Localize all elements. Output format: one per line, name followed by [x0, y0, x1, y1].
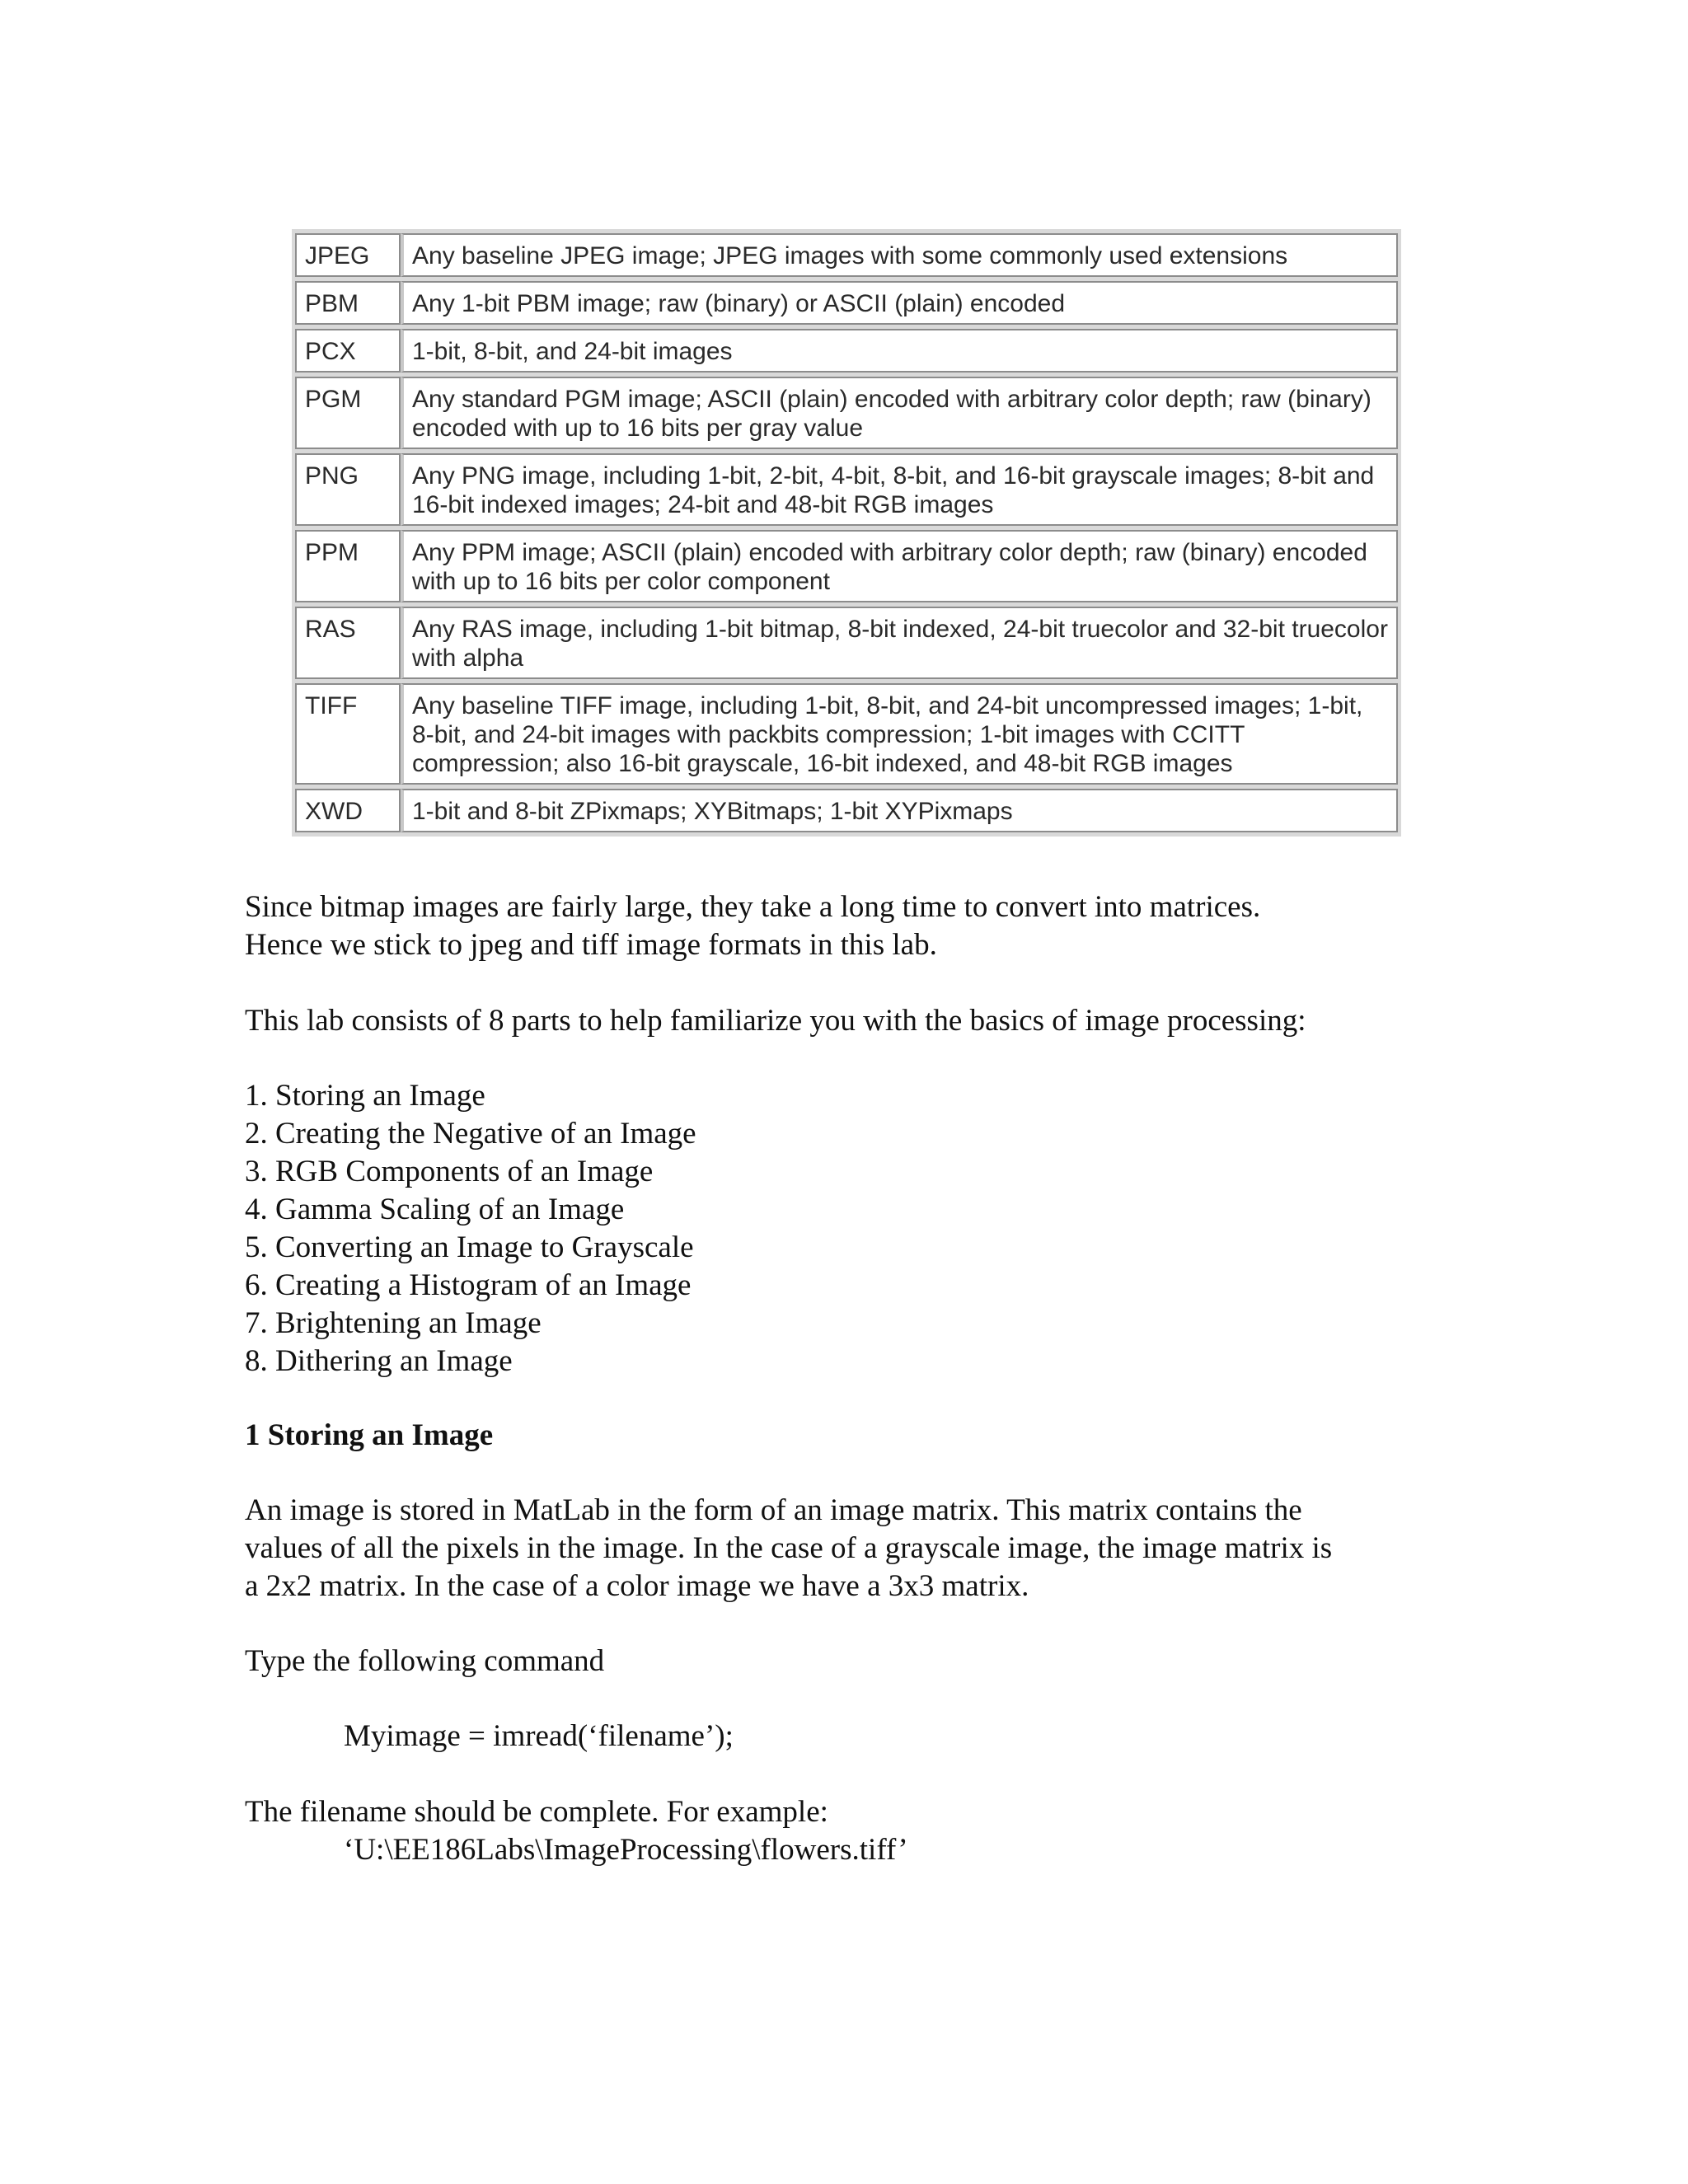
overview-paragraph — [245, 1002, 1306, 1040]
format-name-cell: RAS — [295, 607, 401, 679]
overview-text: This lab consists of 8 parts to help familiarize you with the basics of image processing: — [245, 1004, 1306, 1038]
format-name-cell: TIFF — [295, 683, 401, 785]
format-name-cell: PBM — [295, 281, 401, 325]
table-row — [295, 281, 1398, 325]
intro-line-1: Since bitmap images are fairly large, they take a long time to convert into matrices. — [245, 890, 1261, 924]
format-description-cell: 1-bit, 8-bit, and 24-bit images — [401, 329, 1398, 373]
list-item: 7. Brightening an Image — [245, 1306, 542, 1340]
intro-line-2: Hence we stick to jpeg and tiff image formats in this lab. — [245, 928, 937, 962]
list-item: 8. Dithering an Image — [245, 1344, 513, 1378]
format-description-cell: Any baseline TIFF image, including 1-bit, 8-bit, and 24-bit uncompressed images; 1-bit, 8-bit, and 24-bit images with packbits compression; 1-bit images with CCITT compression; also 16-bit grayscale, 16-bit indexed, and 48-bit RGB images — [401, 683, 1398, 785]
format-name-cell: PNG — [295, 453, 401, 526]
table-row — [295, 453, 1398, 526]
table-row — [295, 329, 1398, 373]
list-item: 6. Creating a Histogram of an Image — [245, 1268, 692, 1302]
image-formats-table — [292, 229, 1401, 837]
example-intro-container — [245, 1793, 828, 1831]
format-name-cell: PPM — [295, 530, 401, 602]
section-1-paragraph — [245, 1492, 1332, 1605]
format-name-cell: PCX — [295, 329, 401, 373]
table-row — [295, 233, 1398, 277]
paragraph-line-2: values of all the pixels in the image. In the case of a grayscale image, the image matrix is — [245, 1531, 1333, 1565]
table-row — [295, 607, 1398, 679]
command-line: Myimage = imread(‘filename’); — [344, 1719, 734, 1753]
format-name-cell: XWD — [295, 789, 401, 832]
table-row — [295, 683, 1398, 785]
section-1-heading-container — [245, 1417, 493, 1455]
example-intro-text: The filename should be complete. For example: — [245, 1795, 828, 1829]
paragraph-line-1: An image is stored in MatLab in the form of an image matrix. This matrix contains the — [245, 1493, 1302, 1527]
list-item: 5. Converting an Image to Grayscale — [245, 1230, 694, 1264]
format-description-cell: Any 1-bit PBM image; raw (binary) or ASCII (plain) encoded — [401, 281, 1398, 325]
instruction-container — [245, 1643, 604, 1680]
list-item: 3. RGB Components of an Image — [245, 1155, 654, 1188]
format-description-cell: Any RAS image, including 1-bit bitmap, 8-bit indexed, 24-bit truecolor and 32-bit truecolor with alpha — [401, 607, 1398, 679]
list-item: 1. Storing an Image — [245, 1079, 485, 1113]
format-description-cell: Any PNG image, including 1-bit, 2-bit, 4-bit, 8-bit, and 16-bit grayscale images; 8-bit and 16-bit indexed images; 24-bit and 48-bit RGB images — [401, 453, 1398, 526]
format-description-cell: Any PPM image; ASCII (plain) encoded with arbitrary color depth; raw (binary) encoded with up to 16 bits per color component — [401, 530, 1398, 602]
parts-list — [245, 1077, 696, 1380]
format-name-cell: PGM — [295, 377, 401, 449]
example-path: ‘U:\EE186Labs\ImageProcessing\flowers.tiff’ — [344, 1833, 908, 1867]
paragraph-line-3: a 2x2 matrix. In the case of a color image we have a 3x3 matrix. — [245, 1569, 1029, 1603]
table-row — [295, 377, 1398, 449]
format-name-cell: JPEG — [295, 233, 401, 277]
list-item: 2. Creating the Negative of an Image — [245, 1117, 696, 1151]
parts-list-container — [245, 1077, 696, 1380]
formats-table-body — [295, 233, 1398, 832]
intro-paragraph — [245, 888, 1260, 964]
format-description-cell: 1-bit and 8-bit ZPixmaps; XYBitmaps; 1-bit XYPixmaps — [401, 789, 1398, 832]
list-item: 4. Gamma Scaling of an Image — [245, 1193, 625, 1226]
format-description-cell: Any standard PGM image; ASCII (plain) encoded with arbitrary color depth; raw (binary) encoded with up to 16 bits per gray value — [401, 377, 1398, 449]
section-heading: 1 Storing an Image — [245, 1418, 494, 1452]
instruction-text: Type the following command — [245, 1644, 605, 1678]
table-row — [295, 530, 1398, 602]
table-row — [295, 789, 1398, 832]
format-description-cell: Any baseline JPEG image; JPEG images with some commonly used extensions — [401, 233, 1398, 277]
